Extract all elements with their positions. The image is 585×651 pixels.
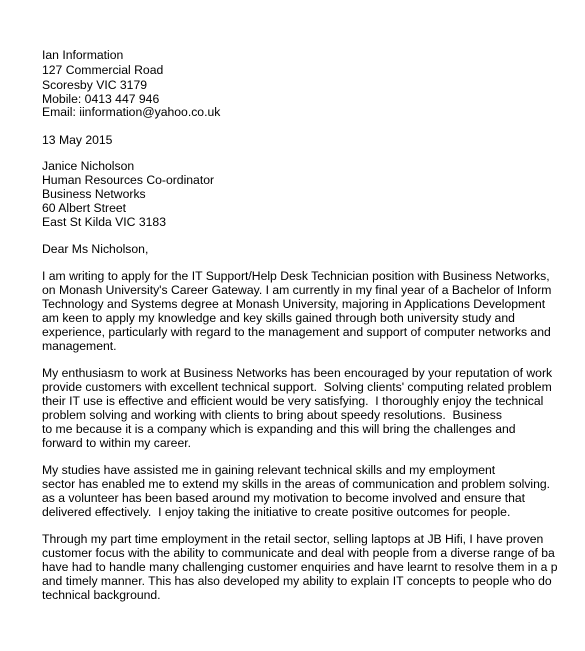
body-line: delivered effectively. I enjoy taking the initiative to create positive outcomes for people. [42, 505, 511, 519]
body-line: as a volunteer has been based around my motivation to become involved and ensure that [42, 491, 526, 505]
body-line: sector has enabled me to extend my skills in the areas of communication and problem solving. [42, 477, 551, 491]
recipient-company: Business Networks [42, 187, 146, 201]
sender-email: Email: iinformation@yahoo.co.uk [42, 105, 221, 119]
body-line: experience, particularly with regard to the management and support of computer networks and [42, 325, 551, 339]
recipient-name: Janice Nicholson [42, 159, 135, 173]
body-line: provide customers with excellent technical support. Solving clients' computing related problem [42, 380, 552, 394]
body-line: My enthusiasm to work at Business Networks has been encouraged by your reputation of work [42, 366, 553, 380]
body-line: their IT use is effective and efficient would be very satisfying. I thoroughly enjoy the technical [42, 394, 544, 408]
body-line: I am writing to apply for the IT Support/Help Desk Technician position with Business Networks, [42, 269, 550, 283]
body-line: and timely manner. This has also developed my ability to explain IT concepts to people who do [42, 574, 552, 588]
letter-date: 13 May 2015 [42, 133, 113, 147]
body-line: am keen to apply my knowledge and key skills gained through both university study and [42, 311, 515, 325]
body-line: have had to handle many challenging customer enquiries and have learnt to resolve them in a p [42, 560, 558, 574]
body-line: Through my part time employment in the retail sector, selling laptops at JB Hifi, I have proven [42, 532, 544, 546]
body-line: on Monash University's Career Gateway. I am currently in my final year of a Bachelor of Inform [42, 283, 552, 297]
recipient-suburb: East St Kilda VIC 3183 [42, 215, 166, 229]
salutation: Dear Ms Nicholson, [42, 242, 149, 256]
body-line: technical background. [42, 588, 161, 602]
body-line: problem solving and working with clients to bring about speedy resolutions. Business [42, 408, 502, 422]
sender-suburb: Scoresby VIC 3179 [42, 78, 148, 92]
body-line: customer focus with the ability to communicate and deal with people from a diverse range of ba [42, 546, 555, 560]
body-line: My studies have assisted me in gaining relevant technical skills and my employment [42, 463, 496, 477]
body-line: management. [42, 339, 117, 353]
recipient-title: Human Resources Co-ordinator [42, 173, 215, 187]
recipient-street: 60 Albert Street [42, 201, 127, 215]
sender-mobile: Mobile: 0413 447 946 [42, 92, 160, 106]
sender-street: 127 Commercial Road [42, 63, 164, 77]
body-line: forward to within my career. [42, 436, 192, 450]
sender-name: Ian Information [42, 48, 124, 62]
body-line: Technology and Systems degree at Monash University, majoring in Applications Development [42, 297, 546, 311]
body-line: to me because it is a company which is expanding and this will bring the challenges and [42, 422, 516, 436]
